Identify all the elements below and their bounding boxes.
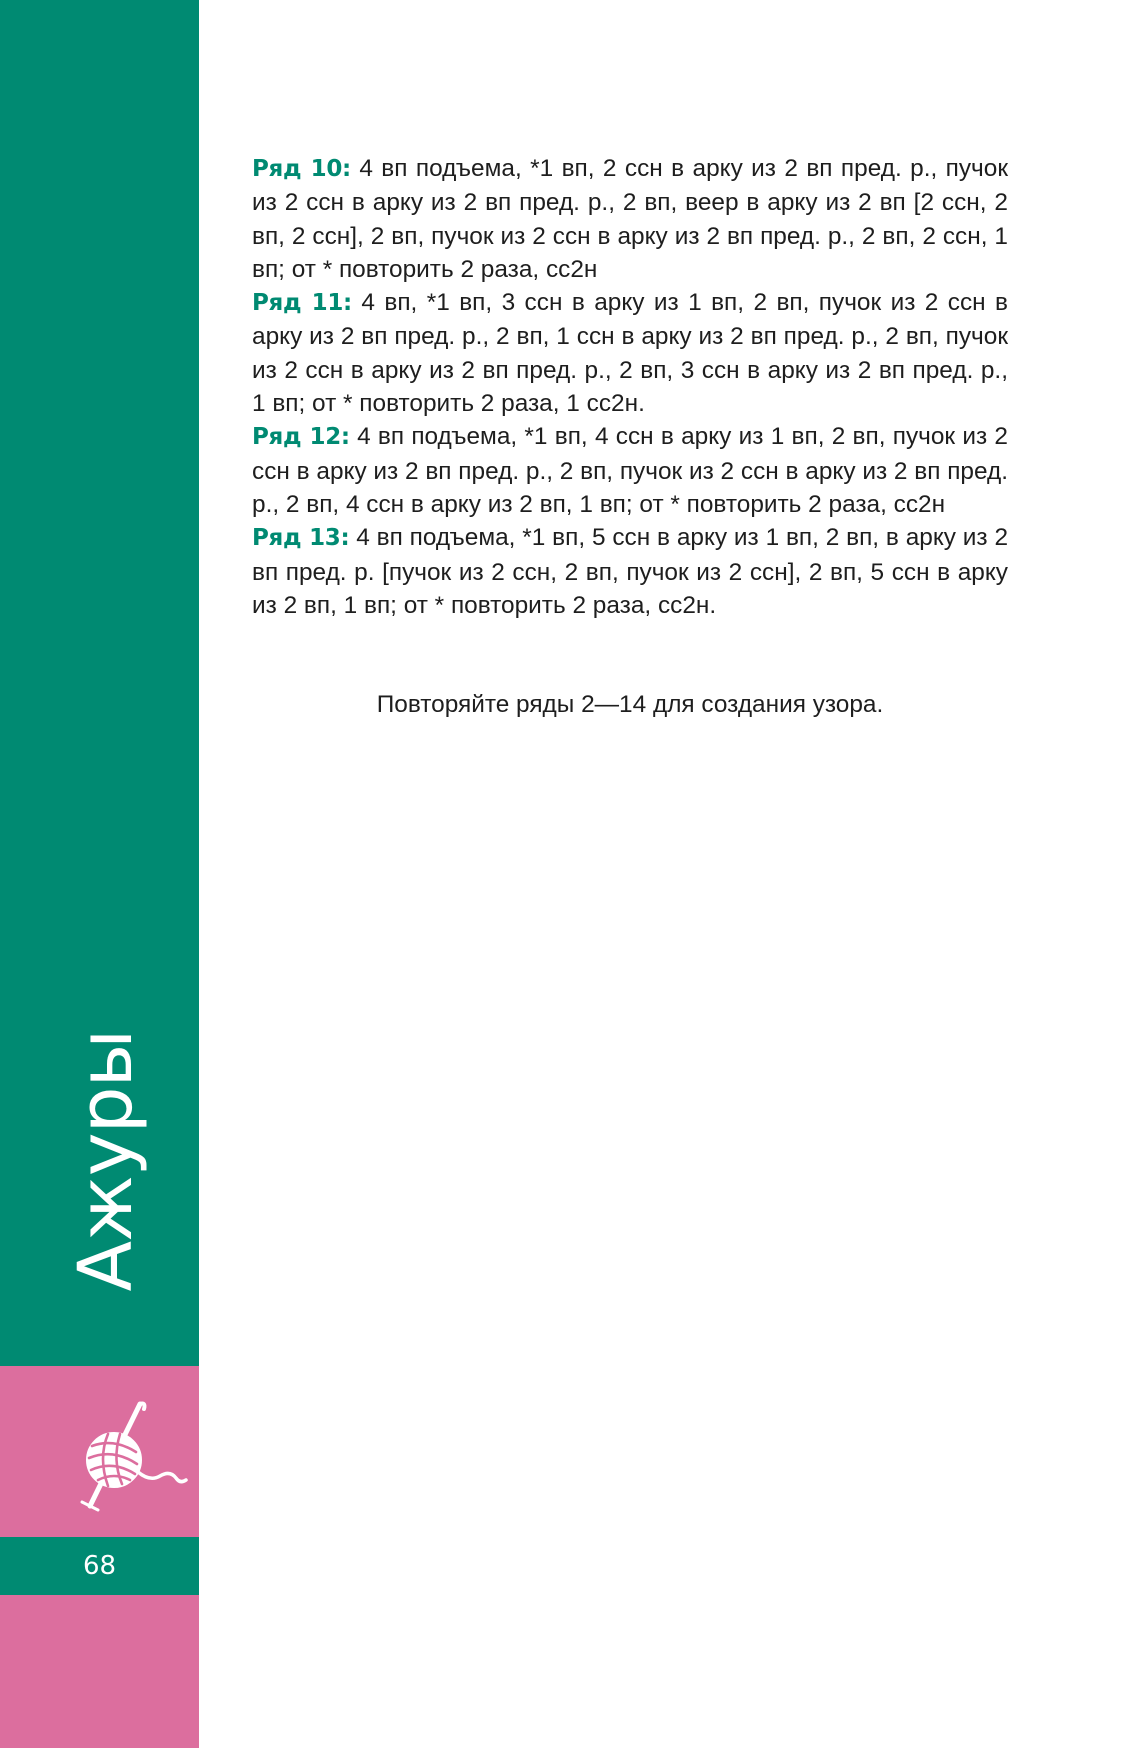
row-13-label: Ряд 13: (252, 525, 350, 552)
page-number: 68 (82, 1551, 117, 1581)
row-11-text: 4 вп, *1 вп, 3 ссн в арку из 1 вп, 2 вп, пучок из 2 ссн в арку из 2 вп пред. р., 2 вп, 1 ссн в арку из 2 вп пред. р., 2 вп, пучок из 2 ссн в арку из 2 вп пред. р., 2 вп, 3 ссн в арку из 2 вп пред. р., 1 вп; от * повторить 2 раза, 1 сс2н. (252, 289, 1009, 418)
row-13-text: 4 вп подъема, *1 вп, 5 ссн в арку из 1 вп, 2 вп, в арку из 2 вп пред. р. [пучок из 2 ссн, 2 вп, пучок из 2 ссн], 2 вп, 5 ссн в арку из 2 вп, 1 вп; от * повторить 2 раза, сс2н. (252, 524, 1009, 619)
sidebar-pink-bottom-band (0, 1595, 199, 1748)
row-12-label: Ряд 12: (252, 424, 350, 451)
row-11-label: Ряд 11: (252, 290, 352, 317)
row-12-paragraph (252, 420, 1008, 521)
row-10-text: 4 вп подъема, *1 вп, 2 ссн в арку из 2 вп пред. р., пучок из 2 ссн в арку из 2 вп пред. р., 2 вп, веер в арку из 2 вп [2 ссн, 2 вп, 2 ссн], 2 вп, пучок из 2 ссн в арку из 2 вп пред. р., 2 вп, 2 ссн, 1 вп; от * повторить 2 раза, сс2н (252, 155, 1008, 283)
row-10-label: Ряд 10: (252, 156, 351, 182)
pattern-instructions (252, 152, 1008, 622)
row-11-paragraph (252, 286, 1008, 420)
sidebar (0, 0, 199, 1748)
yarn-ball-crochet-hook-icon (68, 1398, 188, 1518)
row-12-text: 4 вп подъема, *1 вп, 4 ссн в арку из 1 вп, 2 вп, пучок из 2 ссн в арку из 2 вп пред. р., 2 вп, пучок из 2 ссн в арку из 2 вп пред. р., 2 вп, 4 ссн в арку из 2 вп, 1 вп; от * повторить 2 раза, сс2н (252, 423, 1008, 518)
repeat-rows-note: Повторяйте ряды 2—14 для создания узора. (376, 691, 884, 718)
section-title: Ажуры (63, 1030, 149, 1292)
row-10-paragraph (252, 152, 1008, 286)
row-13-paragraph (252, 521, 1008, 622)
